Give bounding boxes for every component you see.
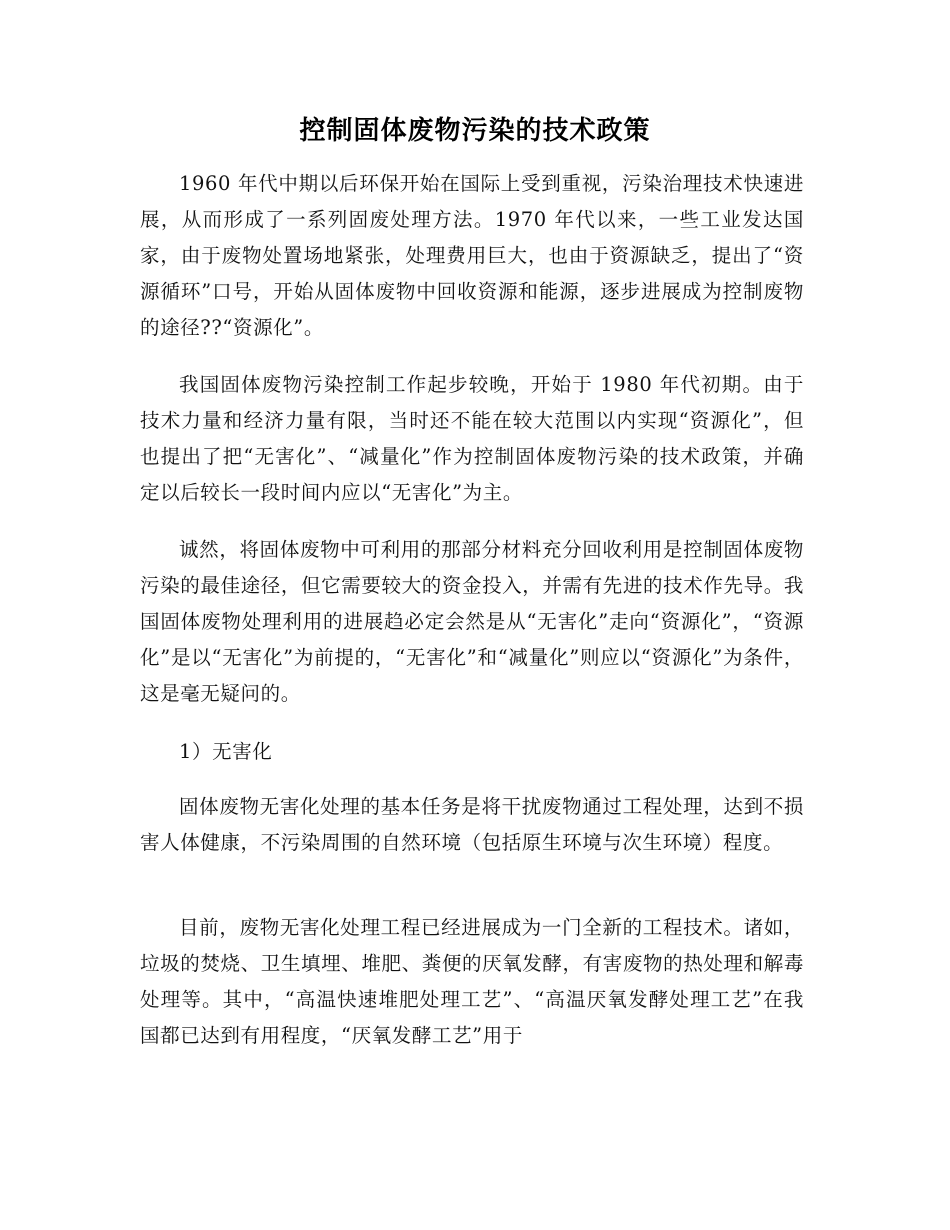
paragraph-harmless-engineering: 目前，废物无害化处理工程已经进展成为一门全新的工程技术。诸如，垃圾的焚烧、卫生填埋、堆肥、粪便的厌氧发酵，有害废物的热处理和解毒处理等。其中，“高温快速堆肥处理工艺”、“高温厌氧发酵处理工艺”在我国都已达到有用程度，“厌氧发酵工艺”用于 [140,916,804,1047]
paragraph-history: 1960 年代中期以后环保开始在国际上受到重视，污染治理技术快速进展，从而形成了一系列固废处理方法。1970 年代以来，一些工业发达国家，由于废物处置场地紧张，处理费用巨大，也由于资源缺乏，提出了“资源循环”口号，开始从固体废物中回收资源和能源，逐步进展成为控制废物的途径??“资源化”。 [140,172,804,339]
paragraph-resource-path: 诚然，将固体废物中可利用的那部分材料充分回收利用是控制固体废物污染的最佳途径，但它需要较大的资金投入，并需有先进的技术作先导。我国固体废物处理利用的进展趋必定会然是从“无害化”走向“资源化”，“资源化”是以“无害化”为前提的，“无害化”和“减量化”则应以“资源化”为条件，这是毫无疑问的。 [140,538,804,705]
paragraph-harmless-task: 固体废物无害化处理的基本任务是将干扰废物通过工程处理，达到不损害人体健康，不污染周围的自然环境（包括原生环境与次生环境）程度。 [140,795,804,854]
document-title: 控制固体废物污染的技术政策 [299,116,651,146]
section-heading-harmless: 1）无害化 [179,740,273,763]
paragraph-china-start: 我国固体废物污染控制工作起步较晚，开始于 1980 年代初期。由于技术力量和经济力量有限，当时还不能在较大范围以内实现“资源化”，但也提出了把“无害化”、“减量化”作为控制固体废物污染的技术政策，并确定以后较长一段时间内应以“无害化”为主。 [140,373,804,504]
